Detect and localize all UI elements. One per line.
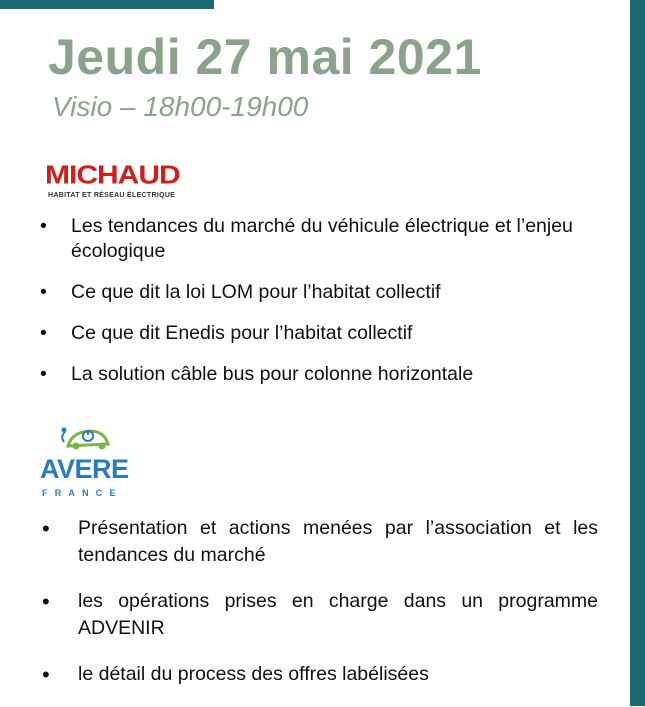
michaud-topics-list (40, 214, 602, 403)
top-accent-bar (0, 0, 214, 9)
list-item-text: Ce que dit Enedis pour l’habitat collectif (71, 322, 413, 344)
michaud-logo-tagline: HABITAT ET RÉSEAU ÉLECTRIQUE (48, 192, 176, 199)
list-item-text: Présentation et actions menées par l’association et les tendances du marché (78, 517, 598, 566)
page-subtitle: Visio – 18h00-19h00 (52, 91, 309, 122)
avere-logo-graphic (38, 422, 148, 502)
list-item-text: Les tendances du marché du véhicule électrique et l’enjeu écologique (71, 215, 573, 262)
list-item: • Les tendances du marché du véhicule électrique et l’enjeu écologique (40, 215, 573, 262)
list-item: • La solution câble bus pour colonne horizontale (40, 363, 474, 385)
avere-topics-list (40, 515, 598, 707)
list-item-text: le détail du process des offres labélisées (78, 663, 429, 685)
right-accent-bar (630, 0, 645, 706)
avere-france-logo (38, 422, 148, 502)
list-item-text: La solution câble bus pour colonne horizontale (71, 363, 474, 385)
svg-text:FRANCE: FRANCE (42, 488, 123, 498)
list-item: • Ce que dit Enedis pour l’habitat collectif (40, 322, 413, 344)
page-title: Jeudi 27 mai 2021 (48, 29, 482, 85)
michaud-logo (45, 163, 200, 207)
svg-text:AVERE: AVERE (40, 454, 129, 484)
list-item-text: les opérations prises en charge dans un programme ADVENIR (78, 590, 598, 639)
list-item: • les opérations prises en charge dans un programme ADVENIR (42, 589, 598, 639)
list-item: • Ce que dit la loi LOM pour l’habitat collectif (40, 281, 441, 303)
list-item: • Présentation et actions menées par l’association et les tendances du marché (42, 516, 598, 566)
michaud-logo-text: MICHAUD (45, 161, 180, 190)
list-item-text: Ce que dit la loi LOM pour l’habitat collectif (71, 281, 441, 303)
list-item: • le détail du process des offres labélisées (42, 662, 429, 687)
